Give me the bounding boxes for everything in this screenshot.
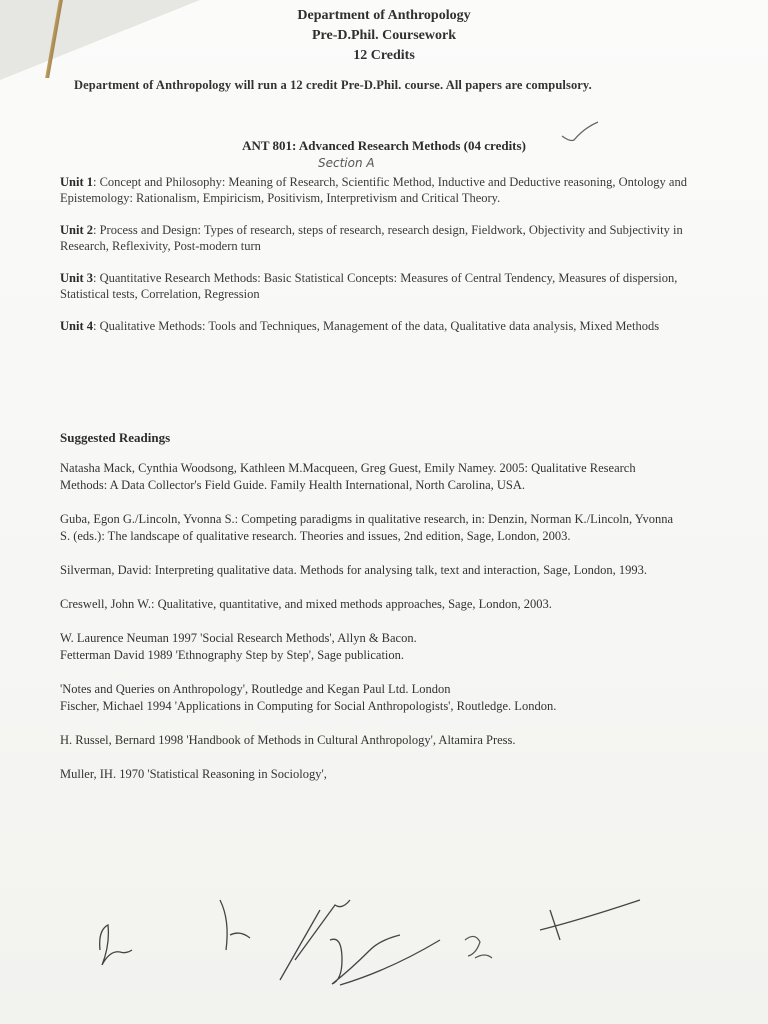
reading-item: H. Russel, Bernard 1998 'Handbook of Methods in Cultural Anthropology', Altamira Press. bbox=[60, 733, 516, 747]
readings-list bbox=[60, 460, 680, 800]
signature-mark bbox=[100, 925, 132, 965]
unit-item bbox=[60, 174, 716, 206]
signature-mark bbox=[465, 936, 492, 958]
signature-mark bbox=[220, 900, 250, 950]
document-header bbox=[0, 6, 768, 66]
course-title: ANT 801: Advanced Research Methods (04 credits) bbox=[242, 138, 526, 153]
reading-item: Creswell, John W.: Qualitative, quantitative, and mixed methods approaches, Sage, London, 2003. bbox=[60, 597, 552, 611]
reading-item: Fetterman David 1989 'Ethnography Step by Step', Sage publication. bbox=[60, 648, 405, 662]
check-mark-icon bbox=[560, 120, 600, 144]
signature-mark bbox=[280, 900, 350, 980]
signature-mark bbox=[330, 935, 440, 985]
unit-text: : Qualitative Methods: Tools and Techniques, Management of the data, Qualitative data analysis, Mixed Methods bbox=[93, 319, 660, 333]
department-title: Department of Anthropology bbox=[297, 8, 471, 23]
intro-statement: Department of Anthropology will run a 12 credit Pre-D.Phil. course. All papers are compulsory. bbox=[74, 78, 592, 92]
program-title: Pre-D.Phil. Coursework bbox=[312, 28, 456, 43]
reading-item: Muller, IH. 1970 'Statistical Reasoning in Sociology', bbox=[60, 767, 327, 781]
reading-item: Fischer, Michael 1994 'Applications in Computing for Social Anthropologists', Routledge. London. bbox=[60, 699, 557, 713]
unit-text: : Concept and Philosophy: Meaning of Research, Scientific Method, Inductive and Deductive reasoning, Ontology and Epistemology: Rationalism, Empiricism, Positivism, Interpretivism and Critical Theory. bbox=[60, 175, 687, 205]
unit-label: Unit 1 bbox=[60, 175, 93, 189]
unit-text: : Quantitative Research Methods: Basic Statistical Concepts: Measures of Central Tendency, Measures of dispersion, Statistical tests, Correlation, Regression bbox=[60, 271, 678, 301]
unit-label: Unit 4 bbox=[60, 319, 93, 333]
reading-item: 'Notes and Queries on Anthropology', Routledge and Kegan Paul Ltd. London bbox=[60, 682, 451, 696]
unit-label: Unit 3 bbox=[60, 271, 93, 285]
unit-text: : Process and Design: Types of research, steps of research, research design, Fieldwork, Objectivity and Subjectivity in Research, Reflexivity, Post-modern turn bbox=[60, 223, 683, 253]
handwritten-annotation: Section A bbox=[318, 156, 375, 170]
unit-label: Unit 2 bbox=[60, 223, 93, 237]
unit-item bbox=[60, 222, 716, 254]
unit-list bbox=[60, 174, 716, 350]
reading-item: Guba, Egon G./Lincoln, Yvonna S.: Competing paradigms in qualitative research, in: Denzin, Norman K./Lincoln, Yvonna S. (eds.): The landscape of qualitative research. Theories and issues, 2nd edition, Sage, London, 2003. bbox=[60, 512, 674, 543]
reading-item: Silverman, David: Interpreting qualitative data. Methods for analysing talk, text and interaction, Sage, London, 1993. bbox=[60, 563, 648, 577]
reading-item: W. Laurence Neuman 1997 'Social Research Methods', Allyn & Bacon. bbox=[60, 631, 417, 645]
reading-item: Natasha Mack, Cynthia Woodsong, Kathleen M.Macqueen, Greg Guest, Emily Namey. 2005: Qualitative Research Methods: A Data Collector's Field Guide. Family Health International, North Carolina, USA. bbox=[60, 461, 636, 492]
readings-heading: Suggested Readings bbox=[60, 430, 171, 445]
unit-item bbox=[60, 270, 716, 302]
unit-item bbox=[60, 318, 716, 334]
signature-mark bbox=[540, 900, 640, 940]
signatures bbox=[80, 880, 700, 1000]
credits-title: 12 Credits bbox=[353, 48, 415, 63]
